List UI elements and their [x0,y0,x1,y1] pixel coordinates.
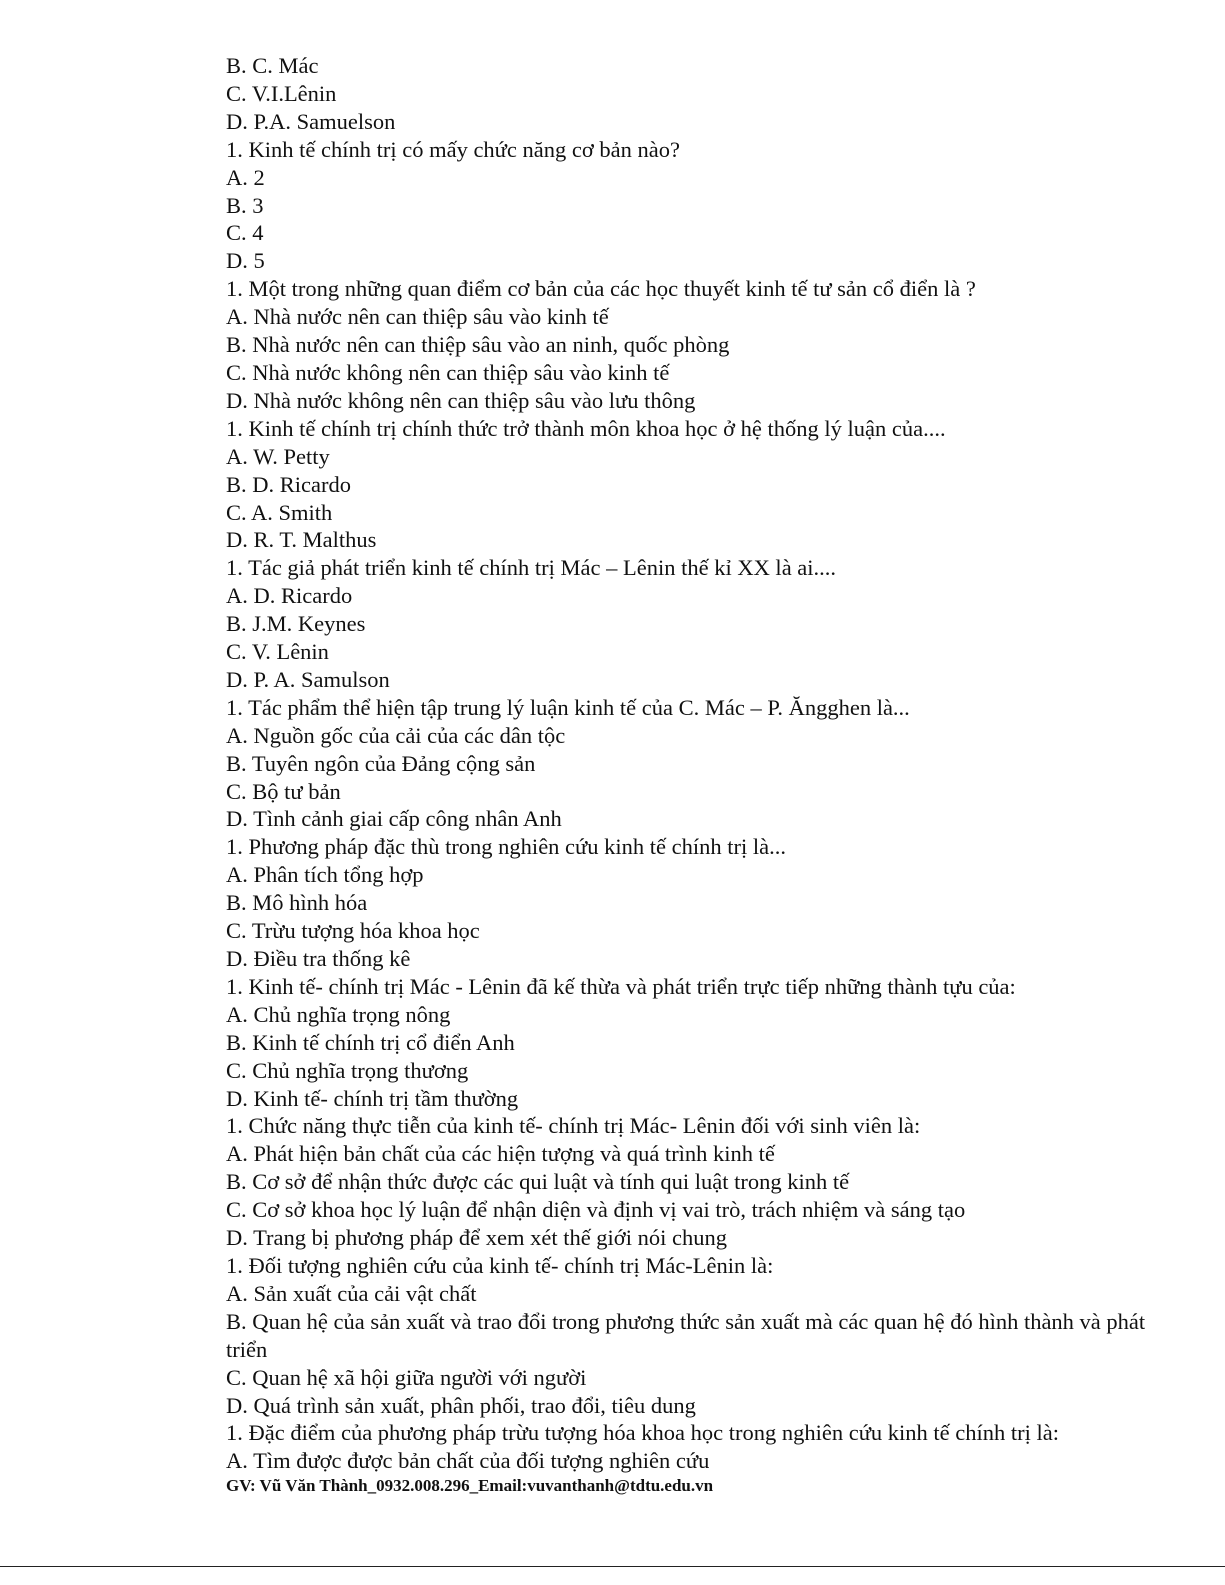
answer-option: A. Nguồn gốc của cải của các dân tộc [226,722,566,748]
answer-option: D. Trang bị phương pháp để xem xét thế giới nói chung [226,1225,727,1251]
answer-option: D. Tình cảnh giai cấp công nhân Anh [226,806,562,832]
answer-option: A. W. Petty [226,443,330,469]
answer-option: B. Quan hệ của sản xuất và trao đổi trong phương thức sản xuất mà các quan hệ đó hình thành và phát triển [226,1308,1146,1362]
question-text: 1. Phương pháp đặc thù trong nghiên cứu kinh tế chính trị là... [226,834,786,860]
answer-option: D. Quá trình sản xuất, phân phối, trao đổi, tiêu dung [226,1392,696,1418]
answer-option: D. Điều tra thống kê [226,946,411,971]
answer-option: D. 5 [226,248,265,274]
answer-option: C. Bộ tư bản [226,778,341,804]
question-text: 1. Chức năng thực tiễn của kinh tế- chính trị Mác- Lênin đối với sinh viên là: [226,1113,921,1139]
answer-option: C. 4 [226,220,264,246]
answer-option: B. Nhà nước nên can thiệp sâu vào an ninh, quốc phòng [226,332,730,358]
document-body [226,52,1146,1475]
question-text: 1. Tác phẩm thể hiện tập trung lý luận kinh tế của C. Mác – P. Ăngghen là... [226,694,910,720]
answer-option: C. V. Lênin [226,639,329,665]
answer-option: C. Nhà nước không nên can thiệp sâu vào kinh tế [226,359,670,385]
answer-option: B. Kinh tế chính trị cổ điển Anh [226,1029,515,1055]
answer-option: A. Nhà nước nên can thiệp sâu vào kinh tế [226,304,609,330]
answer-option: A. Chủ nghĩa trọng nông [226,1001,451,1027]
answer-option: C. Quan hệ xã hội giữa người với người [226,1364,587,1390]
answer-option: D. Nhà nước không nên can thiệp sâu vào lưu thông [226,387,696,413]
answer-option: D. R. T. Malthus [226,527,377,553]
answer-option: B. Tuyên ngôn của Đảng cộng sản [226,750,536,776]
answer-option: C. Cơ sở khoa học lý luận để nhận diện và định vị vai trò, trách nhiệm và sáng tạo [226,1197,966,1223]
answer-option: A. Tìm được được bản chất của đối tượng nghiên cứu [226,1448,710,1474]
question-text: 1. Kinh tế- chính trị Mác - Lênin đã kế thừa và phát triển trực tiếp những thành tựu của: [226,973,1016,999]
answer-option: B. C. Mác [226,53,319,78]
question-text: 1. Đặc điểm của phương pháp trừu tượng hóa khoa học trong nghiên cứu kinh tế chính trị là: [226,1420,1060,1446]
answer-option: B. 3 [226,192,264,218]
question-text: 1. Kinh tế chính trị chính thức trở thành môn khoa học ở hệ thống lý luận của.... [226,415,946,441]
answer-option: C. Trừu tượng hóa khoa học [226,918,480,944]
answer-option: A. 2 [226,164,265,190]
answer-option: A. Phát hiện bản chất của các hiện tượng và quá trình kinh tế [226,1141,775,1167]
answer-option: D. Kinh tế- chính trị tầm thường [226,1085,519,1111]
answer-option: A. Sản xuất của cải vật chất [226,1280,477,1306]
page-footer: GV: Vũ Văn Thành_0932.008.296_Email:vuvanthanh@tdtu.edu.vn [226,1476,714,1495]
answer-option: D. P. A. Samulson [226,666,390,692]
answer-option: B. Mô hình hóa [226,890,368,916]
answer-option: B. J.M. Keynes [226,611,366,637]
answer-option: B. Cơ sở để nhận thức được các qui luật và tính qui luật trong kinh tế [226,1169,850,1195]
page-bottom-divider [0,1566,1225,1567]
answer-option: C. Chủ nghĩa trọng thương [226,1057,469,1083]
answer-option: A. Phân tích tổng hợp [226,862,424,888]
question-text: 1. Kinh tế chính trị có mấy chức năng cơ bản nào? [226,136,680,162]
question-text: 1. Đối tượng nghiên cứu của kinh tế- chính trị Mác-Lênin là: [226,1252,774,1278]
question-text: 1. Tác giả phát triển kinh tế chính trị Mác – Lênin thế kỉ XX là ai.... [226,555,837,581]
answer-option: A. D. Ricardo [226,583,353,609]
answer-option: C. V.I.Lênin [226,80,337,106]
question-text: 1. Một trong những quan điểm cơ bản của các học thuyết kinh tế tư sản cổ điển là ? [226,276,976,302]
answer-option: B. D. Ricardo [226,471,351,497]
answer-option: D. P.A. Samuelson [226,108,396,134]
answer-option: C. A. Smith [226,499,333,525]
